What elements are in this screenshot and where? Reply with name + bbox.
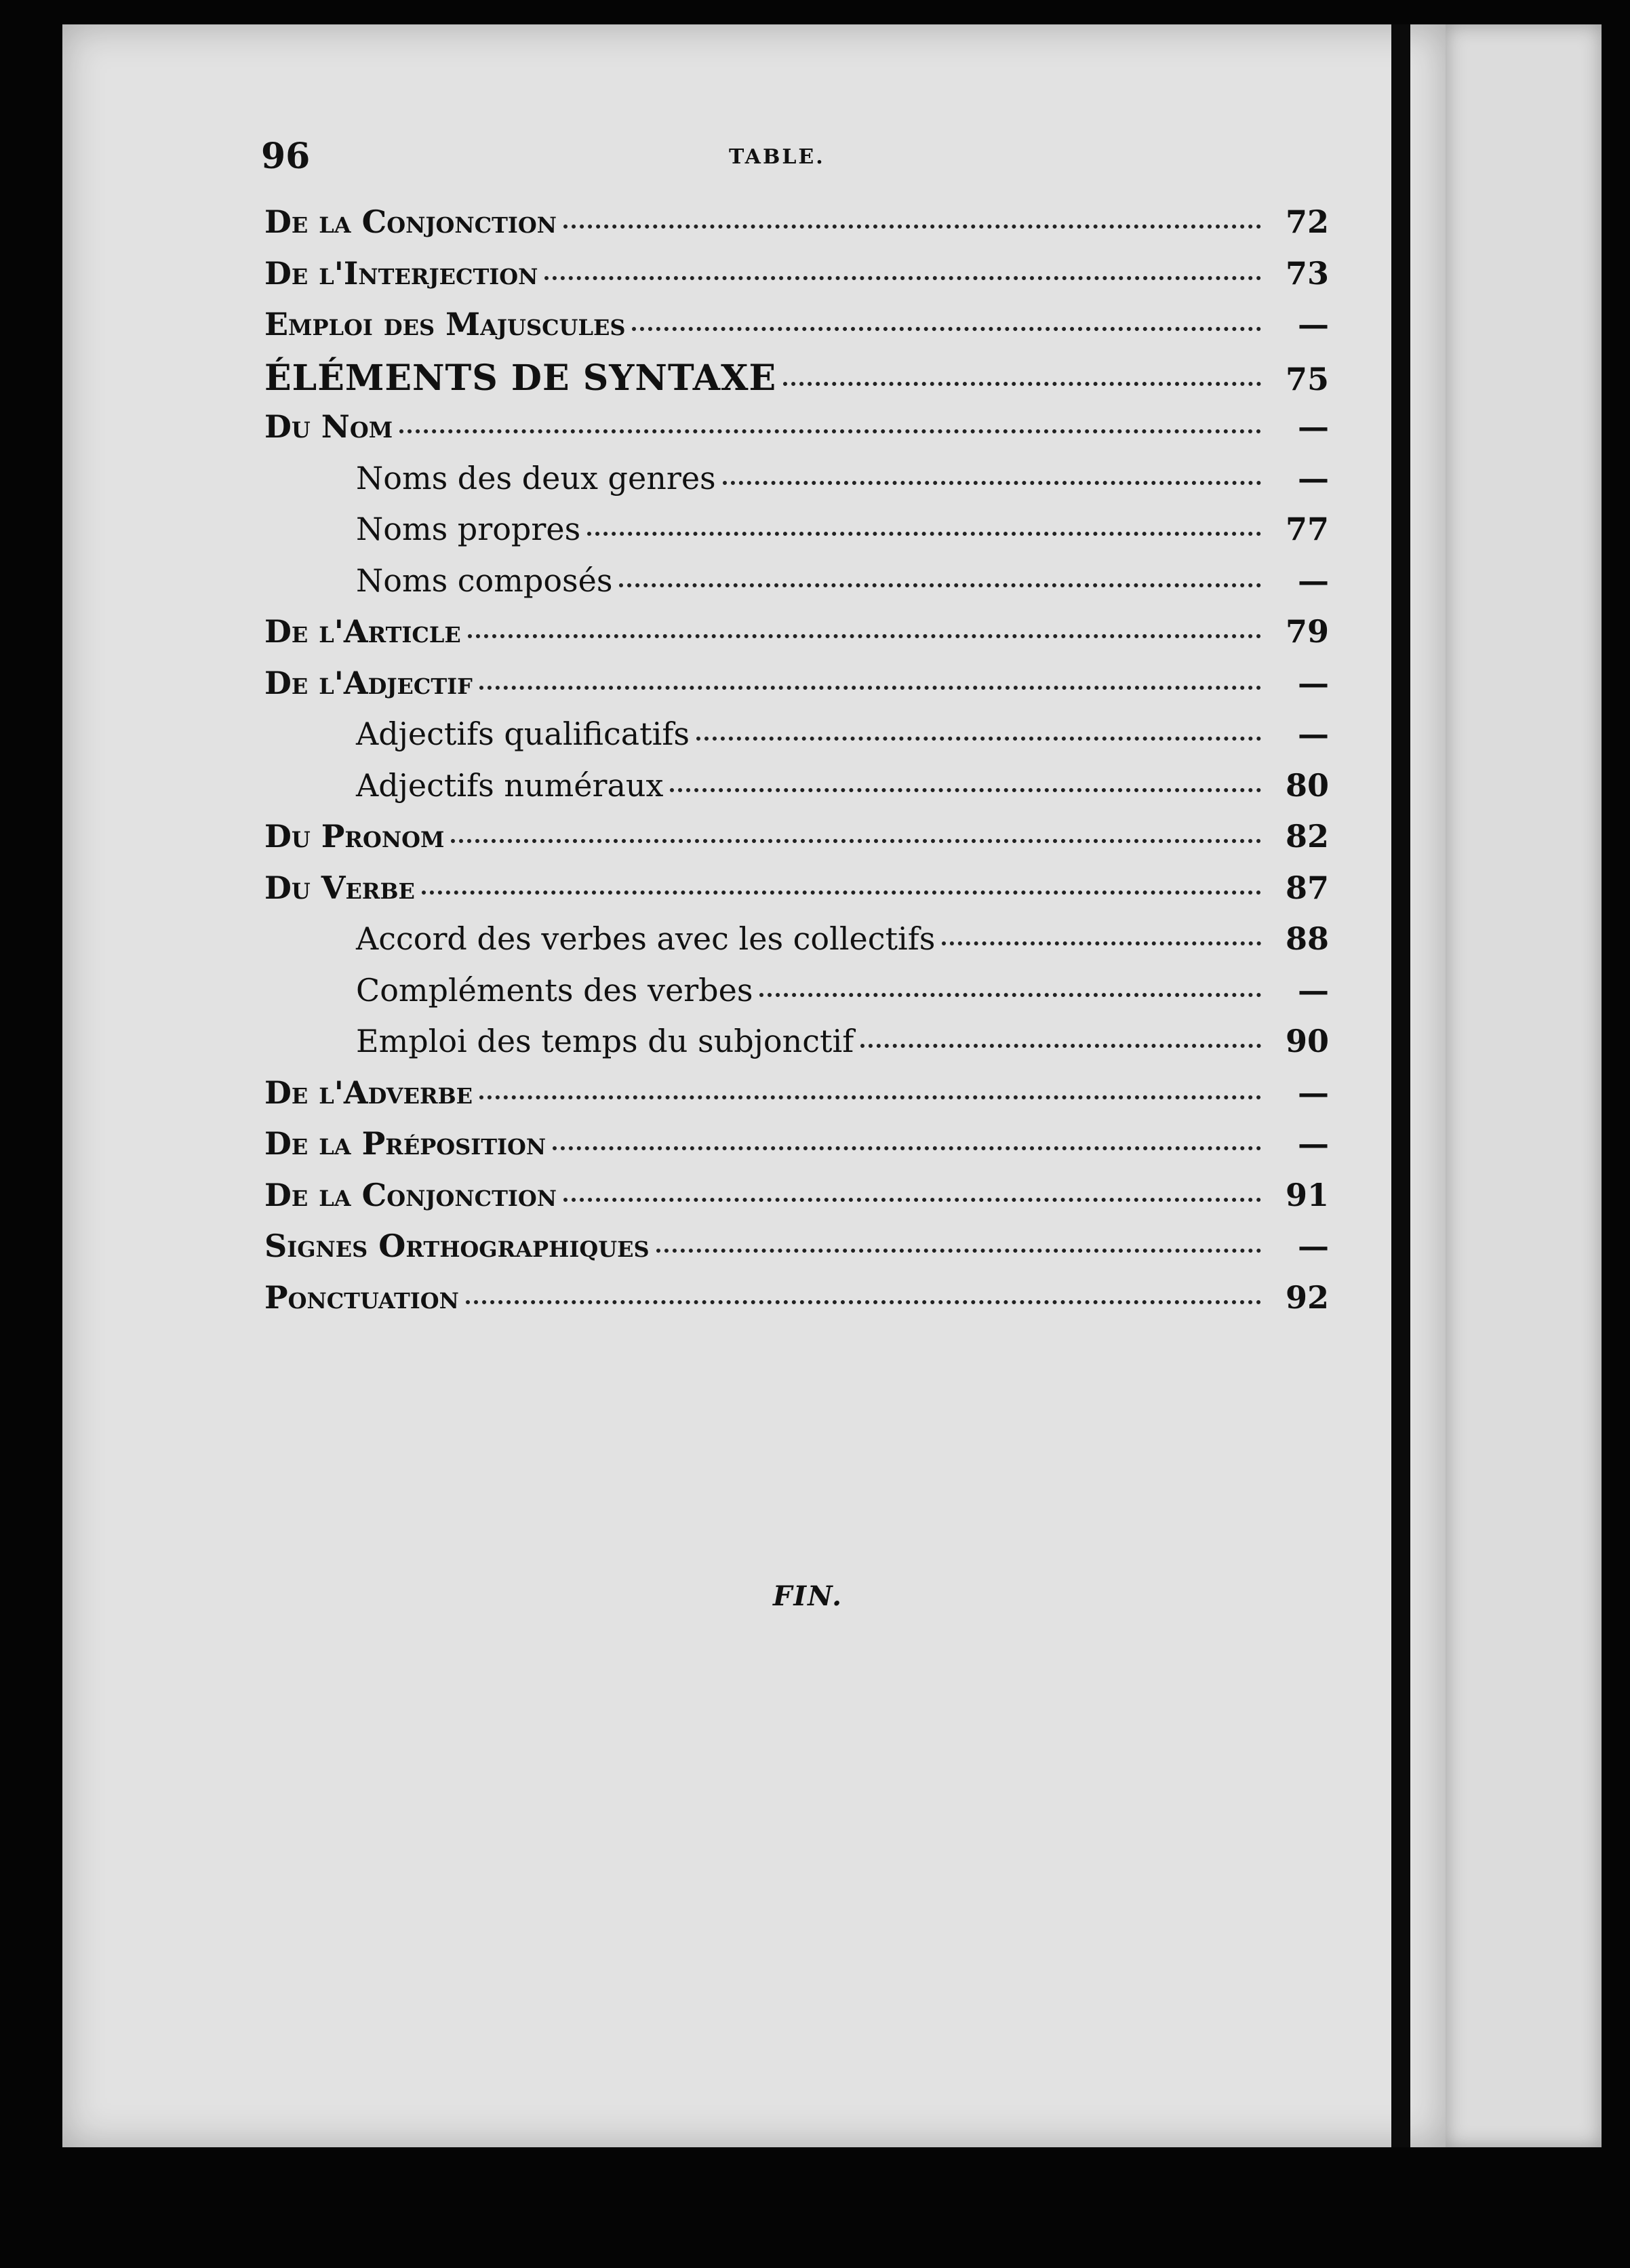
facing-page-edge [1446, 24, 1602, 2147]
dot-leader [656, 1249, 1261, 1253]
toc-entry-title: De l'Article [264, 613, 461, 650]
dot-leader [553, 1146, 1261, 1150]
toc-entry-title: Emploi des temps du subjonctif [356, 1023, 854, 1059]
toc-entry-title: Adjectifs qualificatifs [356, 716, 690, 752]
toc-entry-title: De la Conjonction [264, 203, 557, 240]
toc-entry [264, 1279, 1329, 1331]
dot-leader [619, 583, 1261, 587]
toc-entry [264, 1023, 1329, 1074]
dot-leader [563, 1198, 1261, 1202]
toc-entry-page: — [1298, 664, 1329, 701]
page-number: 96 [261, 136, 311, 177]
toc-entry-page: — [1298, 971, 1329, 1009]
toc-entry [264, 869, 1329, 921]
toc-entry-page: — [1298, 1228, 1329, 1264]
toc-entry [264, 203, 1329, 255]
toc-entry [264, 1177, 1329, 1228]
toc-entry [264, 1228, 1329, 1279]
running-title: TABLE. [729, 145, 825, 169]
dot-leader [587, 532, 1261, 536]
toc-entry [264, 818, 1329, 869]
toc-entry-title: Signes Orthographiques [264, 1228, 650, 1264]
toc-entry-page: 91 [1285, 1176, 1329, 1213]
toc-entry-page: — [1298, 459, 1329, 496]
end-mark: FIN. [773, 1580, 843, 1612]
toc-entry-title: De l'Interjection [264, 254, 538, 292]
toc-entry-page: 75 [1285, 360, 1329, 397]
toc-entry-title: Accord des verbes avec les collectifs [356, 920, 936, 957]
toc-entry-page: 88 [1285, 920, 1329, 957]
toc-entry [264, 920, 1329, 972]
toc-entry-page: 79 [1285, 613, 1329, 650]
toc-entry [264, 767, 1329, 819]
toc-entry-page: — [1298, 408, 1329, 445]
toc-entry-page: 77 [1285, 511, 1329, 547]
dot-leader [399, 429, 1261, 433]
book-gutter [1391, 24, 1410, 2147]
toc-entry-page: 87 [1285, 869, 1329, 906]
dot-leader [783, 382, 1261, 386]
toc-entry [264, 562, 1329, 614]
toc-entry-title: Noms propres [356, 511, 581, 547]
toc-entry-page: — [1298, 1074, 1329, 1111]
toc-entry [264, 665, 1329, 716]
dot-leader [468, 634, 1261, 638]
toc-entry-title: De l'Adjectif [264, 664, 473, 701]
toc-entry-page: — [1298, 562, 1329, 599]
dot-leader [451, 839, 1261, 843]
dot-leader [942, 941, 1261, 945]
toc-entry-title: Du Pronom [264, 818, 445, 855]
running-head [261, 136, 1332, 183]
toc-entry [264, 511, 1329, 562]
toc-entry-page: 73 [1285, 254, 1329, 292]
toc-entry-title: Compléments des verbes [356, 971, 753, 1009]
dot-leader [632, 327, 1261, 331]
toc-entry [264, 716, 1329, 767]
toc-entry-title: Emploi des Majuscules [264, 306, 626, 343]
toc-entry-page: 92 [1285, 1278, 1329, 1316]
dot-leader [479, 1095, 1261, 1099]
dot-leader [479, 686, 1261, 690]
toc-entry [264, 460, 1329, 511]
toc-entry [264, 255, 1329, 307]
toc-entry-title: Ponctuation [264, 1278, 459, 1316]
toc-entry-title: Du Verbe [264, 869, 415, 906]
dot-leader [723, 481, 1261, 485]
dot-leader [670, 788, 1261, 792]
toc-entry-page: — [1298, 716, 1329, 752]
dot-leader [860, 1044, 1261, 1048]
toc-entry [264, 1125, 1329, 1177]
toc-entry-title: De la Conjonction [264, 1176, 557, 1213]
table-of-contents [264, 203, 1329, 1330]
toc-entry-title: Adjectifs numéraux [356, 766, 664, 804]
dot-leader [466, 1300, 1261, 1304]
toc-entry-page: — [1298, 1125, 1329, 1162]
toc-entry-title: Noms des deux genres [356, 459, 716, 496]
toc-entry-title: De l'Adverbe [264, 1074, 473, 1111]
toc-entry [264, 306, 1329, 357]
toc-entry-title: Du Nom [264, 408, 393, 445]
dot-leader [544, 276, 1261, 280]
toc-entry [264, 408, 1329, 460]
dot-leader [422, 891, 1261, 895]
toc-entry-page: — [1298, 306, 1329, 343]
toc-entry [264, 972, 1329, 1023]
toc-entry-title: Noms composés [356, 562, 613, 599]
toc-entry [264, 357, 1329, 409]
toc-entry-title: ÉLÉMENTS DE SYNTAXE [264, 357, 777, 399]
dot-leader [563, 224, 1261, 229]
toc-entry [264, 1074, 1329, 1126]
toc-entry-page: 72 [1285, 203, 1329, 240]
toc-entry [264, 613, 1329, 665]
toc-entry-title: De la Préposition [264, 1125, 546, 1162]
toc-entry-page: 90 [1285, 1023, 1329, 1059]
toc-entry-page: 82 [1285, 818, 1329, 855]
dot-leader [696, 737, 1261, 741]
toc-entry-page: 80 [1285, 766, 1329, 804]
dot-leader [759, 993, 1261, 997]
